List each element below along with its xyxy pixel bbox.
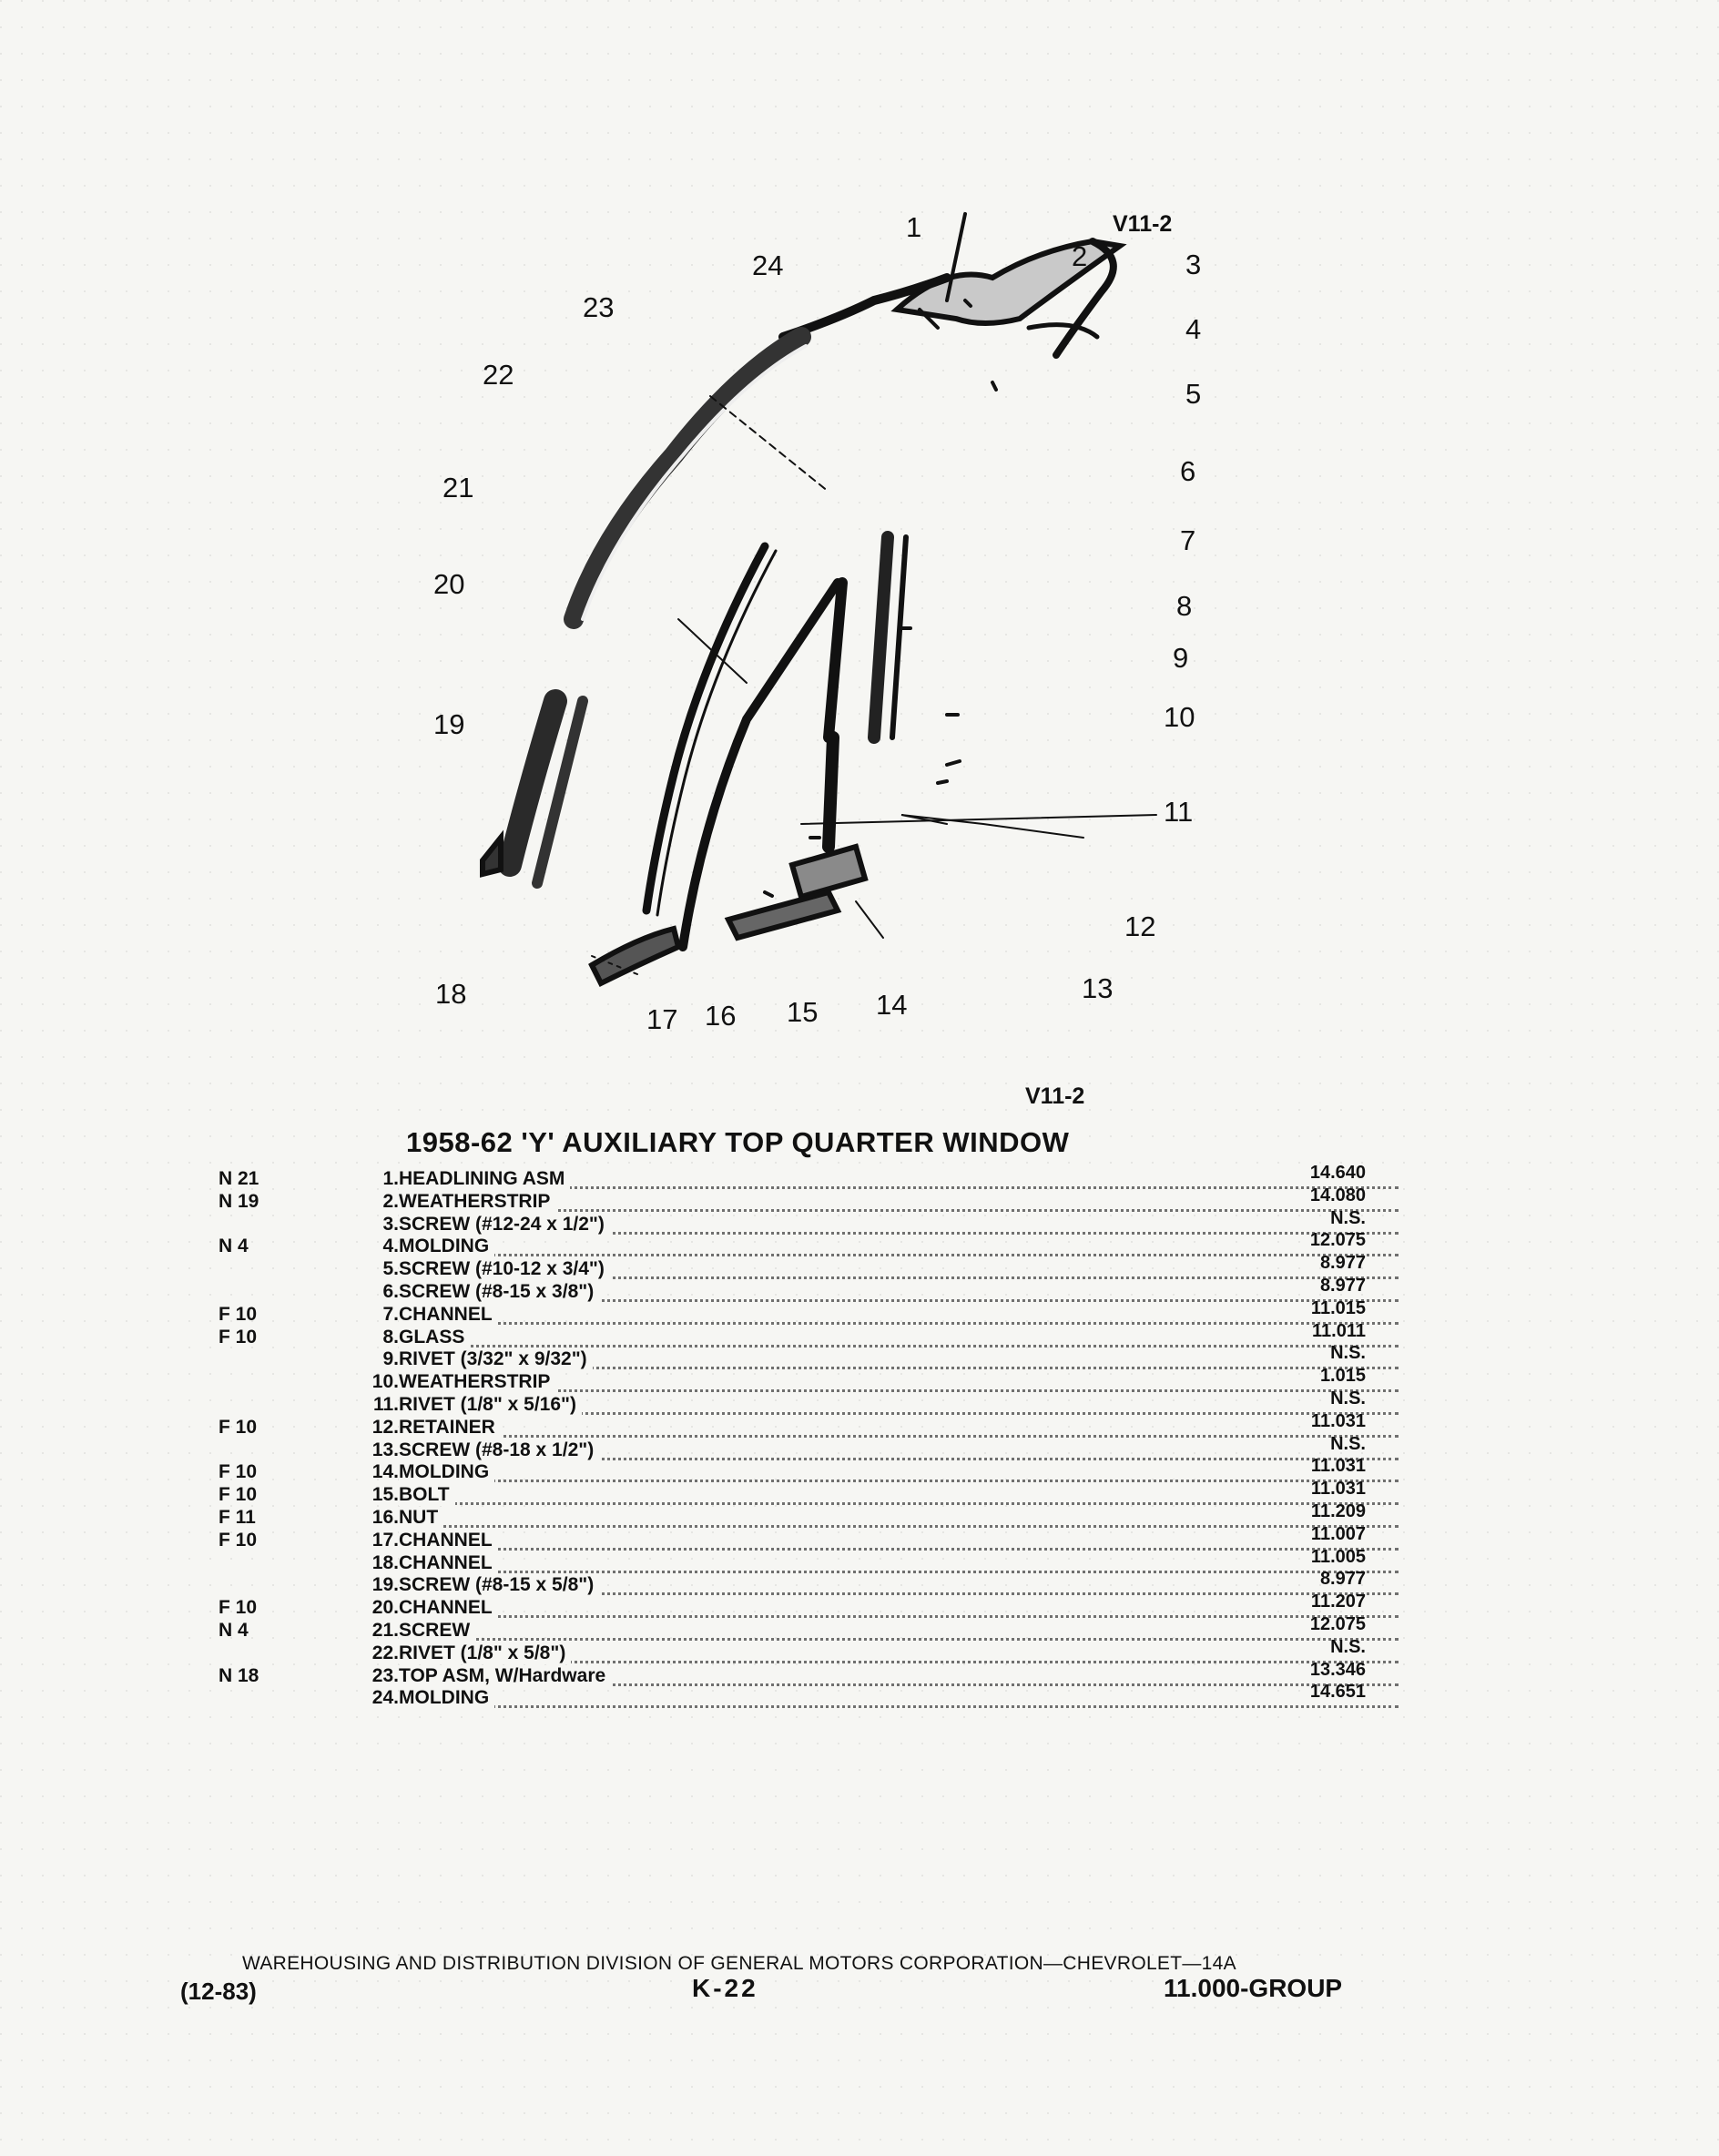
part-group-number: 8.977 [1319,1569,1366,1590]
callout-20: 20 [433,568,465,600]
part-group-number: 14.651 [1309,1682,1366,1703]
part-description: CHANNEL [399,1552,498,1574]
part-code: N 19 [219,1190,259,1212]
part-description: CHANNEL [399,1530,498,1551]
part-number: 21. [371,1619,399,1641]
part-code: N 21 [219,1168,259,1189]
part-description: NUT [399,1507,443,1529]
part-description: TOP ASM, W/Hardware [399,1665,611,1687]
callout-14: 14 [876,989,908,1021]
part-number: 1. [382,1168,399,1189]
part-group-number: 11.015 [1310,1297,1366,1318]
part-number: 5. [382,1258,399,1280]
footer-group: 11.000-GROUP [1164,1974,1343,2002]
part-description: MOLDING [399,1236,494,1257]
part-number: 23. [371,1664,399,1686]
part-number: 22. [371,1642,399,1663]
part-number: 12. [371,1416,399,1438]
callout-17: 17 [646,1003,678,1035]
part-group-number: N.S. [1330,1388,1366,1409]
part-description: CHANNEL [399,1597,498,1619]
part-number: 2. [382,1190,399,1212]
upper-molding-part [574,337,801,619]
footer-publisher-line: WAREHOUSING AND DISTRIBUTION DIVISION OF GENERAL MOTORS CORPORATION—CHEVROLET—14A [242,1953,1236,1974]
figure-code-top: V11-2 [1113,211,1173,237]
part-number: 20. [371,1597,399,1619]
part-number: 19. [371,1574,399,1596]
parts-list [209,1163,1366,1710]
part-group-number: 11.209 [1310,1500,1366,1521]
callout-19: 19 [433,708,465,740]
part-number: 4. [382,1236,399,1257]
callout-7: 7 [1180,524,1196,556]
part-group-number: 12.075 [1309,1613,1366,1634]
footer-page-number: K-22 [692,1974,758,2002]
part-number: 6. [382,1280,399,1302]
callout-18: 18 [435,978,467,1010]
part-number: 7. [382,1303,399,1325]
callout-5: 5 [1185,378,1202,410]
part-number: 9. [382,1348,399,1370]
part-code: F 10 [219,1461,258,1483]
bottom-retainer-part [792,847,865,897]
part-group-number: N.S. [1330,1636,1366,1657]
part-number: 3. [382,1213,399,1235]
part-code: N 4 [219,1619,249,1641]
part-group-number: N.S. [1330,1207,1366,1228]
part-code: N 4 [219,1236,249,1257]
callout-8: 8 [1176,590,1193,622]
part-group-number: N.S. [1330,1343,1366,1364]
rear-channel-part [874,537,888,737]
part-group-number: 13.346 [1309,1659,1366,1680]
part-description: MOLDING [399,1461,494,1483]
part-description: SCREW (#8-15 x 5/8") [399,1574,599,1596]
figure-code-bottom: V11-2 [1025,1083,1085,1109]
part-group-number: 11.031 [1310,1410,1366,1431]
part-group-number: 11.031 [1310,1456,1366,1477]
exploded-view-diagram [401,191,1220,1109]
part-description: SCREW (#10-12 x 3/4") [399,1258,610,1280]
part-description: SCREW (#8-18 x 1/2") [399,1439,599,1461]
part-description: WEATHERSTRIP [399,1371,555,1393]
part-group-number: 1.015 [1319,1366,1366,1387]
callout-22: 22 [483,359,514,391]
callout-16: 16 [705,1000,737,1032]
part-group-number: 14.080 [1309,1185,1366,1205]
part-group-number: 12.075 [1309,1230,1366,1251]
part-group-number: 11.007 [1310,1523,1366,1544]
part-number: 10. [371,1371,399,1393]
bottom-molding-part [728,892,838,938]
part-description: WEATHERSTRIP [399,1191,555,1213]
part-group-number: 8.977 [1319,1253,1366,1274]
part-number: 11. [372,1393,399,1415]
part-group-number: N.S. [1330,1433,1366,1454]
part-group-number: 11.011 [1312,1320,1366,1341]
part-number: 13. [371,1439,399,1460]
part-code: F 10 [219,1416,258,1438]
part-group-number: 11.207 [1310,1592,1366,1612]
callout-9: 9 [1173,642,1189,674]
part-code: F 10 [219,1303,258,1325]
part-code: F 10 [219,1597,258,1619]
callout-6: 6 [1180,455,1196,487]
callout-23: 23 [583,291,615,323]
part-group-number: 8.977 [1319,1275,1366,1296]
callout-12: 12 [1124,910,1156,942]
part-description: GLASS [399,1327,470,1348]
callout-1: 1 [906,211,922,243]
part-number: 17. [371,1529,399,1551]
callout-11: 11 [1164,796,1194,828]
part-number: 18. [371,1551,399,1573]
callout-3: 3 [1185,249,1202,280]
part-description: SCREW [399,1620,475,1642]
part-description: SCREW (#12-24 x 1/2") [399,1214,610,1236]
part-group-number: 11.031 [1310,1479,1366,1500]
parts-row [209,1682,1366,1710]
part-number: 8. [382,1326,399,1348]
part-description: RIVET (3/32" x 9/32") [399,1348,593,1370]
part-description: SCREW (#8-15 x 3/8") [399,1281,599,1303]
part-description: MOLDING [399,1687,494,1709]
callout-13: 13 [1082,972,1114,1004]
callout-4: 4 [1185,313,1202,345]
part-number: 24. [371,1687,399,1709]
callout-21: 21 [442,472,474,503]
part-code: F 10 [219,1326,258,1348]
part-code: N 18 [219,1664,259,1686]
part-group-number: 14.640 [1309,1163,1366,1183]
footer-date: (12-83) [180,1978,257,2005]
part-group-number: 11.005 [1310,1546,1366,1567]
part-code: F 10 [219,1484,258,1506]
diagram-artwork [401,191,1220,1065]
part-number: 14. [371,1461,399,1483]
part-description: RETAINER [399,1417,501,1439]
part-description: RIVET (1/8" x 5/8") [399,1642,571,1664]
callout-2: 2 [1072,240,1088,272]
part-description: RIVET (1/8" x 5/16") [399,1394,582,1416]
part-number: 15. [371,1484,399,1506]
section-title: 1958-62 'Y' AUXILIARY TOP QUARTER WINDOW [406,1126,1070,1158]
part-code: F 11 [219,1506,256,1528]
part-number: 16. [371,1506,399,1528]
part-description: CHANNEL [399,1304,498,1326]
part-description: HEADLINING ASM [399,1168,570,1190]
callout-15: 15 [787,996,819,1028]
part-code: F 10 [219,1529,258,1551]
part-description: BOLT [399,1484,455,1506]
callout-24: 24 [752,249,784,281]
callout-10: 10 [1164,701,1195,733]
